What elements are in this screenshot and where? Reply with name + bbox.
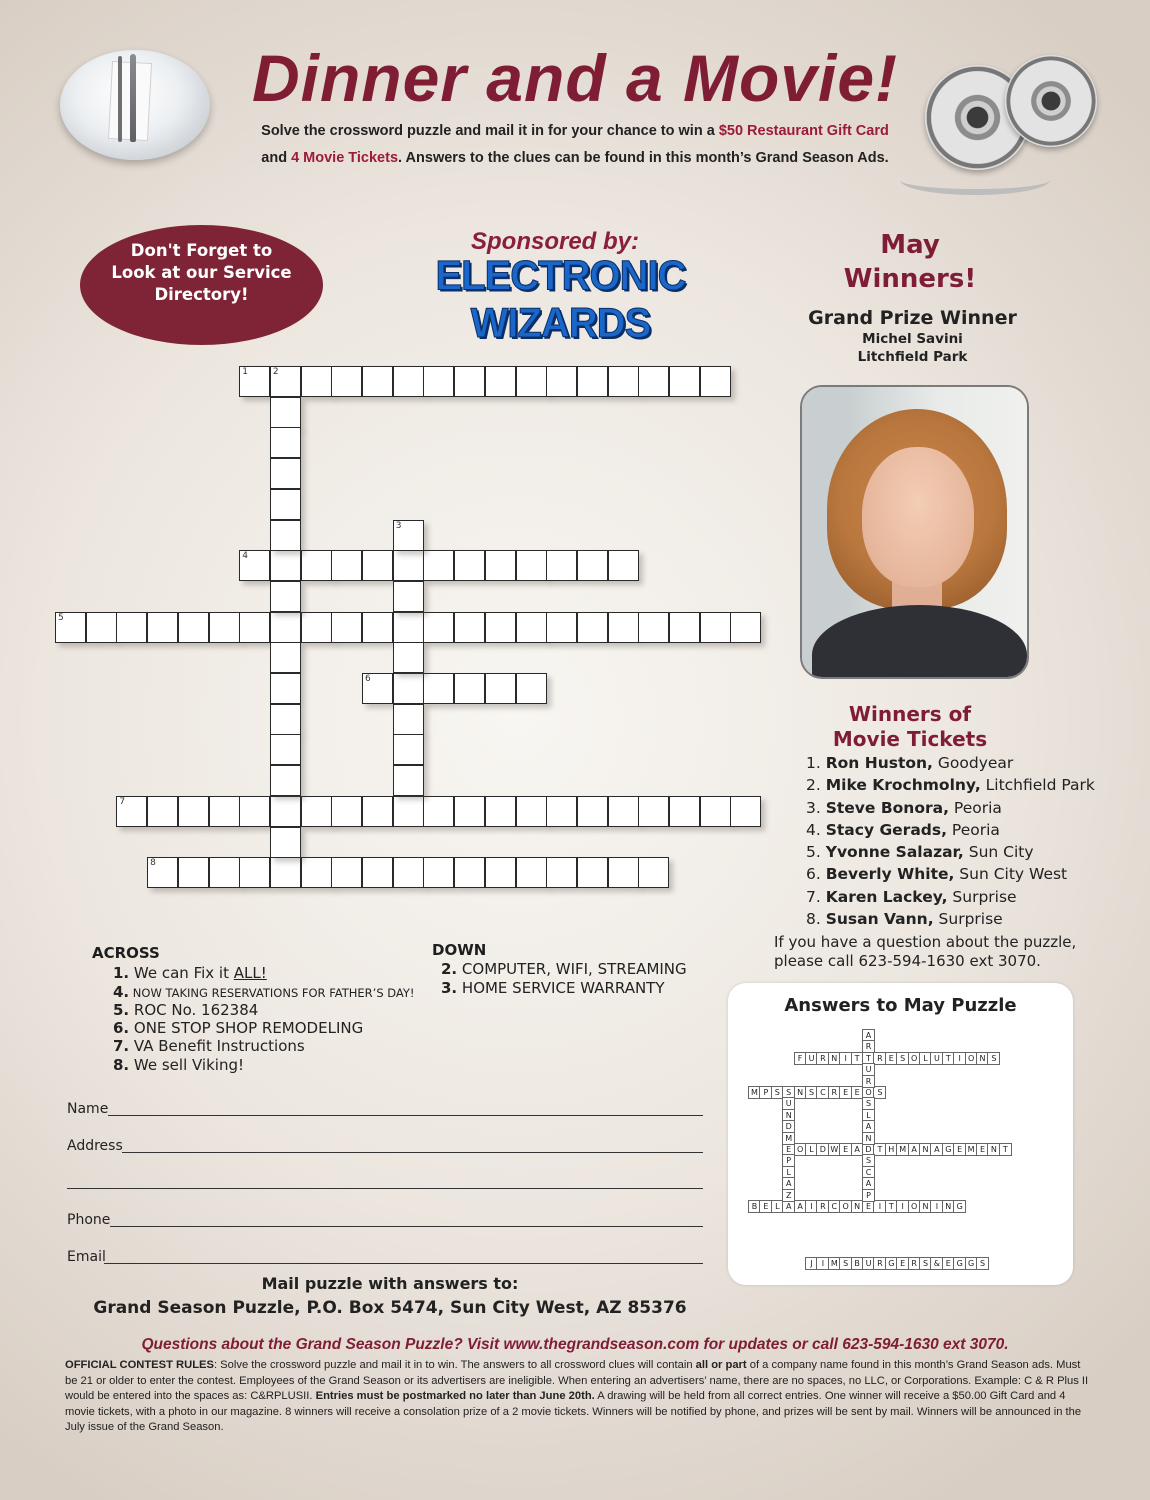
name-field[interactable] [108, 1115, 703, 1116]
crossword-cell[interactable] [454, 796, 485, 827]
answer-cell: S [782, 1086, 795, 1099]
answer-cell: I [805, 1200, 818, 1213]
answer-cell: S [805, 1086, 818, 1099]
answer-cell: D [816, 1143, 829, 1156]
answer-cell: I [873, 1200, 886, 1213]
answer-cell: T [999, 1143, 1012, 1156]
answer-cell: L [771, 1200, 784, 1213]
crossword-cell[interactable] [454, 612, 485, 643]
crossword-cell[interactable] [608, 796, 639, 827]
list-item: 5. Yvonne Salazar, Sun City [806, 843, 1034, 862]
crossword-cell[interactable] [362, 550, 393, 581]
answer-cell: A [851, 1143, 864, 1156]
answer-cell: S [896, 1052, 909, 1065]
reminder-line-2: Look at our Service [111, 263, 292, 282]
answer-cell: O [839, 1200, 852, 1213]
answer-cell: A [782, 1200, 795, 1213]
answer-cell: R [908, 1257, 921, 1270]
sponsor-logo: ELECTRONIC WIZARDS [435, 252, 686, 347]
down-clue-2: 2. COMPUTER, WIFI, STREAMING [441, 960, 687, 978]
answer-cell: E [839, 1086, 852, 1099]
service-directory-reminder [80, 225, 323, 345]
crossword-cell[interactable] [270, 458, 301, 489]
crossword-cell[interactable] [86, 612, 117, 643]
answer-cell: A [930, 1143, 943, 1156]
answer-cell: C [828, 1200, 841, 1213]
answer-cell: & [930, 1257, 943, 1270]
crossword-cell[interactable] [209, 796, 240, 827]
winner-photo [800, 385, 1029, 679]
crossword-cell[interactable] [423, 550, 454, 581]
intro-line-2: and 4 Movie Tickets. Answers to the clues can be found in this month’s Grand Season Ads. [261, 150, 889, 166]
crossword-cell[interactable] [393, 642, 424, 673]
clue-number: 1 [242, 367, 248, 377]
crossword-cell[interactable] [577, 796, 608, 827]
list-item: 7. Karen Lackey, Surprise [806, 887, 1017, 906]
mail-address: Grand Season Puzzle, P.O. Box 5474, Sun City West, AZ 85376 [93, 1298, 687, 1318]
answer-cell: E [953, 1143, 966, 1156]
answer-cell: G [885, 1257, 898, 1270]
answer-cell: I [953, 1052, 966, 1065]
answer-cell: L [805, 1143, 818, 1156]
crossword-cell[interactable] [393, 796, 424, 827]
across-clue-4: 4. NOW TAKING RESERVATIONS FOR FATHER’S DAY! [113, 983, 415, 1001]
answer-cell: Z [782, 1189, 795, 1202]
answer-cell: T [862, 1052, 875, 1065]
movie-winners-list [806, 752, 1095, 930]
crossword-cell[interactable] [331, 796, 362, 827]
answer-cell: B [851, 1257, 864, 1270]
crossword-cell[interactable] [423, 796, 454, 827]
answer-cell: N [828, 1052, 841, 1065]
answer-cell: M [828, 1257, 841, 1270]
crossword-cell[interactable] [362, 366, 393, 397]
crossword-cell[interactable] [270, 612, 301, 643]
crossword-cell[interactable] [147, 612, 178, 643]
crossword-cell[interactable] [700, 366, 731, 397]
answer-cell: F [794, 1052, 807, 1065]
sponsor-label: Sponsored by: [470, 228, 639, 255]
crossword-cell[interactable] [270, 642, 301, 673]
crossword-cell[interactable] [393, 612, 424, 643]
answer-cell: I [930, 1200, 943, 1213]
crossword-cell[interactable] [393, 673, 424, 704]
crossword-cell[interactable] [485, 550, 516, 581]
intro-line-1: Solve the crossword puzzle and mail it in for your chance to win a $50 Restaurant Gift Card [261, 123, 889, 139]
crossword-cell[interactable] [301, 550, 332, 581]
crossword-cell[interactable] [577, 857, 608, 888]
may-winners-heading: May Winners! [843, 230, 977, 294]
across-clue-8: 8. We sell Viking! [113, 1056, 244, 1074]
list-item: 1. Ron Huston, Goodyear [806, 754, 1014, 772]
answer-cell: M [782, 1132, 795, 1145]
crossword-cell[interactable] [301, 796, 332, 827]
crossword-cell[interactable] [669, 612, 700, 643]
crossword-cell[interactable] [239, 366, 270, 397]
across-heading: ACROSS [92, 944, 160, 962]
crossword-cell[interactable] [270, 366, 301, 397]
answer-cell: S [987, 1052, 1000, 1065]
crossword-cell[interactable] [178, 796, 209, 827]
grand-prize-city: Litchfield Park [857, 349, 968, 365]
crossword-cell[interactable] [270, 734, 301, 765]
crossword-cell[interactable] [608, 612, 639, 643]
clue-number: 3 [395, 520, 402, 531]
crossword-cell[interactable] [393, 520, 424, 551]
answer-cell: P [782, 1154, 795, 1167]
answer-cell: E [885, 1052, 898, 1065]
answer-cell: U [930, 1052, 943, 1065]
answer-cell: A [782, 1177, 795, 1190]
list-item: 4. Stacy Gerads, Peoria [806, 820, 1000, 839]
answer-cell: S [873, 1086, 886, 1099]
crossword-cell[interactable] [116, 796, 147, 827]
crossword-cell[interactable] [546, 796, 577, 827]
answer-cell: D [862, 1143, 875, 1156]
answer-cell: O [908, 1052, 921, 1065]
crossword-cell[interactable] [362, 612, 393, 643]
crossword-cell[interactable] [577, 366, 608, 397]
answer-cell: O [862, 1086, 875, 1099]
answer-cell: T [885, 1200, 898, 1213]
answer-cell: N [976, 1052, 989, 1065]
crossword-cell[interactable] [270, 581, 301, 612]
crossword-cell[interactable] [608, 857, 639, 888]
answer-cell: A [908, 1143, 921, 1156]
phone-field[interactable] [110, 1226, 703, 1227]
crossword-cell[interactable] [270, 489, 301, 520]
crossword-cell[interactable] [393, 366, 424, 397]
answer-cell: N [987, 1143, 1000, 1156]
answer-cell: S [839, 1257, 852, 1270]
crossword-cell[interactable] [638, 366, 669, 397]
crossword-cell[interactable] [270, 827, 301, 858]
answer-cell: N [851, 1200, 864, 1213]
crossword-cell[interactable] [669, 796, 700, 827]
answer-cell: T [873, 1143, 886, 1156]
crossword-cell[interactable] [730, 612, 761, 643]
crossword-cell[interactable] [546, 366, 577, 397]
crossword-cell[interactable] [178, 612, 209, 643]
answer-cell: T [851, 1052, 864, 1065]
crossword-cell[interactable] [362, 673, 393, 704]
answer-cell: C [862, 1166, 875, 1179]
answer-cell: P [759, 1086, 772, 1099]
crossword-cell[interactable] [331, 366, 362, 397]
crossword-cell[interactable] [301, 366, 332, 397]
answer-cell: R [873, 1257, 886, 1270]
clue-number: 5 [58, 612, 64, 623]
answer-cell: S [771, 1086, 784, 1099]
list-item: 6. Beverly White, Sun City West [806, 865, 1068, 884]
answer-cell: J [805, 1257, 818, 1270]
crossword-cell[interactable] [638, 796, 669, 827]
answer-cell: A [862, 1177, 875, 1190]
crossword-cell[interactable] [209, 612, 240, 643]
crossword-cell[interactable] [454, 550, 485, 581]
crossword-cell[interactable] [669, 366, 700, 397]
crossword-cell[interactable] [393, 550, 424, 581]
clue-number: 6 [365, 674, 371, 684]
crossword-cell[interactable] [577, 612, 608, 643]
answer-cell: I [896, 1200, 909, 1213]
answer-cell: A [862, 1120, 875, 1133]
crossword-cell[interactable] [55, 612, 86, 643]
crossword-cell[interactable] [485, 366, 516, 397]
crossword-cell[interactable] [362, 857, 393, 888]
crossword-cell[interactable] [700, 612, 731, 643]
answer-cell: L [782, 1166, 795, 1179]
crossword-cell[interactable] [516, 550, 547, 581]
answer-cell: O [908, 1200, 921, 1213]
crossword-cell[interactable] [209, 857, 240, 888]
answer-cell: S [919, 1257, 932, 1270]
answer-cell: T [942, 1052, 955, 1065]
answer-cell: E [851, 1086, 864, 1099]
crossword-cell[interactable] [362, 796, 393, 827]
crossword-cell[interactable] [239, 857, 270, 888]
crossword-cell[interactable] [546, 857, 577, 888]
crossword-cell[interactable] [178, 857, 209, 888]
grand-prize-label: Grand Prize Winner [808, 307, 1017, 329]
across-clue-7: 7. VA Benefit Instructions [113, 1037, 305, 1055]
answer-cell: E [839, 1143, 852, 1156]
movie-winners-heading: Winners of Movie Tickets [832, 702, 988, 751]
crossword-cell[interactable] [608, 366, 639, 397]
down-heading: DOWN [432, 941, 487, 959]
address-field-line-2[interactable] [67, 1188, 703, 1189]
crossword-cell[interactable] [239, 550, 270, 581]
answer-cell: U [862, 1257, 875, 1270]
list-item: 3. Steve Bonora, Peoria [806, 798, 1002, 817]
crossword-cell[interactable] [239, 796, 270, 827]
crossword-cell[interactable] [638, 857, 669, 888]
contest-rules: OFFICIAL CONTEST RULES: Solve the crossword puzzle and mail it in to win. The answers to all crossword clues will contain all or part of a company name found in this month’s Grand Season ads. Must be 21 or older to enter the contest. Employees of the Grand Season or its advertisers are ineligible. When entering an advertisers’ name, there are no spaces, no LLC, or Corporations. Example: C & R Plus II would be entered into the spaces as: C&RPLUSII. Entries must be postmarked no later than June 20th. A drawing will be held from all correct entries. One winner will receive a $50.00 Gift Card and 4 movie tickets, with a photo in our magazine. 8 winners will receive a consolation prize of a 2 movie tickets. Winners will be notified by phone, and prizes will be sent by mail. Winners will be announced in the July issue of the Grand Season. [65, 1359, 1089, 1433]
answer-cell: N [942, 1200, 955, 1213]
crossword-cell[interactable] [331, 857, 362, 888]
reminder-line-3: Directory! [154, 285, 249, 304]
address-field[interactable] [122, 1152, 703, 1153]
crossword-cell[interactable] [700, 796, 731, 827]
phone-label: Phone [67, 1212, 111, 1228]
crossword-cell[interactable] [730, 796, 761, 827]
crossword-cell[interactable] [301, 857, 332, 888]
grand-prize-name: Michel Savini [862, 331, 963, 347]
crossword-cell[interactable] [270, 520, 301, 551]
answer-cell: M [748, 1086, 761, 1099]
crossword-cell[interactable] [485, 612, 516, 643]
crossword-cell[interactable] [516, 366, 547, 397]
answers-box [728, 983, 1073, 1285]
crossword-cell[interactable] [239, 612, 270, 643]
clue-number: 2 [272, 367, 279, 377]
clue-number: 8 [150, 858, 156, 869]
answer-cell: O [794, 1143, 807, 1156]
answer-cell: I [839, 1052, 852, 1065]
answer-cell: B [748, 1200, 761, 1213]
list-item: 2. Mike Krochmolny, Litchfield Park [806, 776, 1095, 795]
answer-cell: E [782, 1143, 795, 1156]
crossword-cell[interactable] [393, 704, 424, 735]
answer-cell: S [862, 1097, 875, 1110]
clue-number: 7 [119, 796, 126, 807]
answer-cell: M [965, 1143, 978, 1156]
across-clue-5: 5. ROC No. 162384 [113, 1001, 259, 1019]
answer-cell: M [896, 1143, 909, 1156]
crossword-cell[interactable] [270, 857, 301, 888]
answer-cell: S [976, 1257, 989, 1270]
email-label: Email [67, 1249, 106, 1265]
crossword-cell[interactable] [454, 857, 485, 888]
answer-cell: H [885, 1143, 898, 1156]
crossword-cell[interactable] [331, 550, 362, 581]
answer-cell: G [965, 1257, 978, 1270]
answer-cell: R [873, 1052, 886, 1065]
crossword-cell[interactable] [270, 673, 301, 704]
answer-cell: E [896, 1257, 909, 1270]
answer-cell: N [919, 1200, 932, 1213]
answer-cell: C [816, 1086, 829, 1099]
down-clue-3: 3. HOME SERVICE WARRANTY [441, 979, 665, 997]
crossword-cell[interactable] [270, 550, 301, 581]
crossword-cell[interactable] [485, 796, 516, 827]
answer-cell: A [862, 1029, 875, 1042]
questions-line: Questions about the Grand Season Puzzle? Visit www.thegrandseason.com for updates or call 623-594-1630 ext 3070. [141, 1336, 1009, 1353]
page-title: Dinner and a Movie! [251, 41, 899, 115]
crossword-cell[interactable] [301, 612, 332, 643]
answer-cell: E [862, 1200, 875, 1213]
crossword-cell[interactable] [516, 612, 547, 643]
crossword-cell[interactable] [393, 765, 424, 796]
crossword-cell[interactable] [423, 366, 454, 397]
crossword-cell[interactable] [485, 857, 516, 888]
puzzle-question-note: If you have a question about the puzzle, please call 623-594-1630 ext 3070. [774, 933, 1077, 970]
crossword-cell[interactable] [147, 857, 178, 888]
answer-cell: G [953, 1257, 966, 1270]
answer-cell: L [919, 1052, 932, 1065]
crossword-cell[interactable] [454, 673, 485, 704]
answer-cell: P [862, 1189, 875, 1202]
clue-number: 4 [242, 551, 248, 562]
mail-instructions: Mail puzzle with answers to: [261, 1274, 519, 1293]
crossword-cell[interactable] [147, 796, 178, 827]
answers-title: Answers to May Puzzle [784, 995, 1017, 1016]
answer-cell: S [862, 1154, 875, 1167]
answer-cell: I [816, 1257, 829, 1270]
crossword-cell[interactable] [270, 796, 301, 827]
crossword-cell[interactable] [270, 704, 301, 735]
crossword-cell[interactable] [454, 366, 485, 397]
crossword-cell[interactable] [516, 857, 547, 888]
answer-cell: E [942, 1257, 955, 1270]
list-item: 8. Susan Vann, Surprise [806, 910, 1003, 929]
answer-cell: E [976, 1143, 989, 1156]
email-field[interactable] [104, 1263, 703, 1264]
answer-cell: O [965, 1052, 978, 1065]
crossword-cell[interactable] [393, 734, 424, 765]
crossword-cell[interactable] [270, 765, 301, 796]
crossword-cell[interactable] [331, 612, 362, 643]
crossword-cell[interactable] [577, 550, 608, 581]
answer-cell: A [794, 1200, 807, 1213]
answer-cell: U [782, 1097, 795, 1110]
answer-cell: E [759, 1200, 772, 1213]
crossword-cell[interactable] [546, 612, 577, 643]
answer-cell: R [828, 1086, 841, 1099]
answer-cell: N [862, 1132, 875, 1145]
address-label: Address [67, 1138, 123, 1154]
crossword-cell[interactable] [270, 427, 301, 458]
crossword-cell[interactable] [516, 796, 547, 827]
answer-cell: N [919, 1143, 932, 1156]
reminder-line-1: Don't Forget to [130, 241, 273, 260]
answer-cell: G [953, 1200, 966, 1213]
crossword-cell[interactable] [423, 612, 454, 643]
answer-cell: G [942, 1143, 955, 1156]
answer-cell: N [782, 1109, 795, 1122]
answer-cell: U [805, 1052, 818, 1065]
across-clue-6: 6. ONE STOP SHOP REMODELING [113, 1019, 364, 1037]
crossword-cell[interactable] [423, 673, 454, 704]
across-clue-1: 1. We can Fix it ALL! [113, 964, 267, 982]
crossword-cell[interactable] [116, 612, 147, 643]
crossword-cell[interactable] [638, 612, 669, 643]
answer-cell: R [816, 1052, 829, 1065]
crossword-cell[interactable] [485, 673, 516, 704]
crossword-cell[interactable] [608, 550, 639, 581]
film-strip-icon [900, 165, 1050, 195]
answer-cell: N [794, 1086, 807, 1099]
name-label: Name [67, 1101, 109, 1117]
crossword-cell[interactable] [393, 857, 424, 888]
answer-cell: D [782, 1120, 795, 1133]
answer-cell: R [862, 1075, 875, 1088]
answer-cell: R [816, 1200, 829, 1213]
answer-cell: L [862, 1109, 875, 1122]
answer-cell: U [862, 1063, 875, 1076]
crossword-cell[interactable] [270, 397, 301, 428]
answer-cell: R [862, 1040, 875, 1053]
crossword-cell[interactable] [393, 581, 424, 612]
crossword-cell[interactable] [423, 857, 454, 888]
crossword-cell[interactable] [546, 550, 577, 581]
crossword-cell[interactable] [516, 673, 547, 704]
answer-cell: W [828, 1143, 841, 1156]
